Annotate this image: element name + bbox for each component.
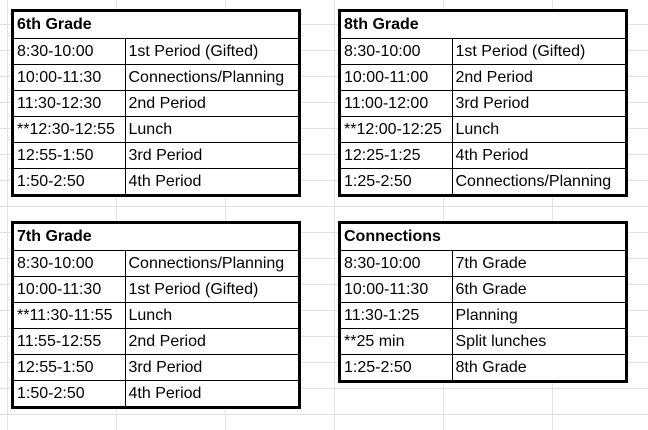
schedule-7th-grade xyxy=(11,221,301,409)
time-cell[interactable]: 8:30-10:00 xyxy=(341,250,452,276)
schedule-8th-grade xyxy=(338,9,628,197)
schedule-title[interactable]: 6th Grade xyxy=(14,12,298,38)
period-cell[interactable]: 4th Period xyxy=(452,142,625,168)
period-cell[interactable]: Connections/Planning xyxy=(455,172,612,190)
period-cell[interactable]: 1st Period (Gifted) xyxy=(452,38,625,64)
time-cell[interactable]: 8:30-10:00 xyxy=(14,250,125,276)
schedule-table xyxy=(14,12,298,194)
time-cell[interactable]: 8:30-10:00 xyxy=(14,38,125,64)
table-row xyxy=(341,38,625,64)
schedule-table xyxy=(341,12,625,194)
time-cell[interactable]: 1:25-2:50 xyxy=(341,168,452,194)
table-row xyxy=(341,276,625,302)
time-cell[interactable]: **11:30-11:55 xyxy=(14,302,125,328)
period-cell[interactable]: 8th Grade xyxy=(455,358,527,376)
table-row xyxy=(341,142,625,168)
time-cell[interactable]: 10:00-11:30 xyxy=(14,64,125,90)
time-cell[interactable]: **12:00-12:25 xyxy=(341,116,452,142)
time-cell[interactable]: 12:55-1:50 xyxy=(14,354,125,380)
schedule-6th-grade xyxy=(11,9,301,197)
time-cell[interactable]: 11:30-12:30 xyxy=(14,90,125,116)
time-cell[interactable]: 11:55-12:55 xyxy=(14,328,125,354)
period-cell[interactable]: Lunch xyxy=(125,302,298,328)
period-cell[interactable]: Planning xyxy=(452,302,625,328)
table-row xyxy=(341,168,625,194)
period-cell[interactable]: Split lunches xyxy=(452,328,625,354)
table-row xyxy=(341,302,625,328)
table-row xyxy=(341,250,625,276)
time-cell[interactable]: 10:00-11:30 xyxy=(341,276,452,302)
time-cell[interactable]: 8:30-10:00 xyxy=(341,38,452,64)
table-row xyxy=(341,328,625,354)
table-row xyxy=(14,302,298,328)
time-cell[interactable]: 12:25-1:25 xyxy=(341,142,452,168)
title-row xyxy=(341,12,625,38)
table-row xyxy=(14,328,298,354)
time-cell[interactable]: 11:30-1:25 xyxy=(341,302,452,328)
period-cell[interactable]: 2nd Period xyxy=(125,328,298,354)
table-row xyxy=(14,142,298,168)
period-cell[interactable]: Lunch xyxy=(452,116,625,142)
period-cell[interactable]: 3rd Period xyxy=(125,354,298,380)
schedule-connections xyxy=(338,221,628,383)
period-cell[interactable]: 3rd Period xyxy=(452,90,625,116)
schedule-table xyxy=(14,224,298,406)
time-cell[interactable]: 1:50-2:50 xyxy=(14,380,125,406)
schedule-title[interactable]: 7th Grade xyxy=(14,224,298,250)
table-row xyxy=(341,354,625,380)
table-row xyxy=(14,276,298,302)
period-cell[interactable]: 4th Period xyxy=(128,172,202,190)
period-cell[interactable]: 2nd Period xyxy=(452,64,625,90)
table-row xyxy=(341,90,625,116)
schedule-title[interactable]: 8th Grade xyxy=(341,12,625,38)
period-cell[interactable]: 1st Period (Gifted) xyxy=(125,38,298,64)
table-row xyxy=(14,250,298,276)
time-cell[interactable]: **12:30-12:55 xyxy=(14,116,125,142)
period-cell[interactable]: 7th Grade xyxy=(452,250,625,276)
period-cell[interactable]: 6th Grade xyxy=(452,276,625,302)
time-cell[interactable]: **25 min xyxy=(341,328,452,354)
table-row xyxy=(14,380,298,406)
title-row xyxy=(14,224,298,250)
period-cell[interactable]: Connections/Planning xyxy=(125,250,298,276)
time-cell[interactable]: 12:55-1:50 xyxy=(14,142,125,168)
period-cell[interactable]: Lunch xyxy=(125,116,298,142)
table-row xyxy=(14,38,298,64)
time-cell[interactable]: 10:00-11:00 xyxy=(341,64,452,90)
table-row xyxy=(341,64,625,90)
time-cell[interactable]: 11:00-12:00 xyxy=(341,90,452,116)
table-row xyxy=(14,90,298,116)
period-cell[interactable]: 1st Period (Gifted) xyxy=(125,276,298,302)
table-row xyxy=(14,64,298,90)
title-row xyxy=(14,12,298,38)
schedule-title[interactable]: Connections xyxy=(341,224,625,250)
period-cell[interactable]: 3rd Period xyxy=(125,142,298,168)
table-row xyxy=(341,116,625,142)
table-row xyxy=(14,354,298,380)
time-cell[interactable]: 1:50-2:50 xyxy=(14,168,125,194)
time-cell[interactable]: 10:00-11:30 xyxy=(14,276,125,302)
schedule-table xyxy=(341,224,625,380)
title-row xyxy=(341,224,625,250)
table-row xyxy=(14,116,298,142)
period-cell[interactable]: 2nd Period xyxy=(125,90,298,116)
table-row xyxy=(14,168,298,194)
time-cell[interactable]: 1:25-2:50 xyxy=(341,354,452,380)
period-cell[interactable]: 4th Period xyxy=(128,384,202,402)
period-cell[interactable]: Connections/Planning xyxy=(125,64,298,90)
